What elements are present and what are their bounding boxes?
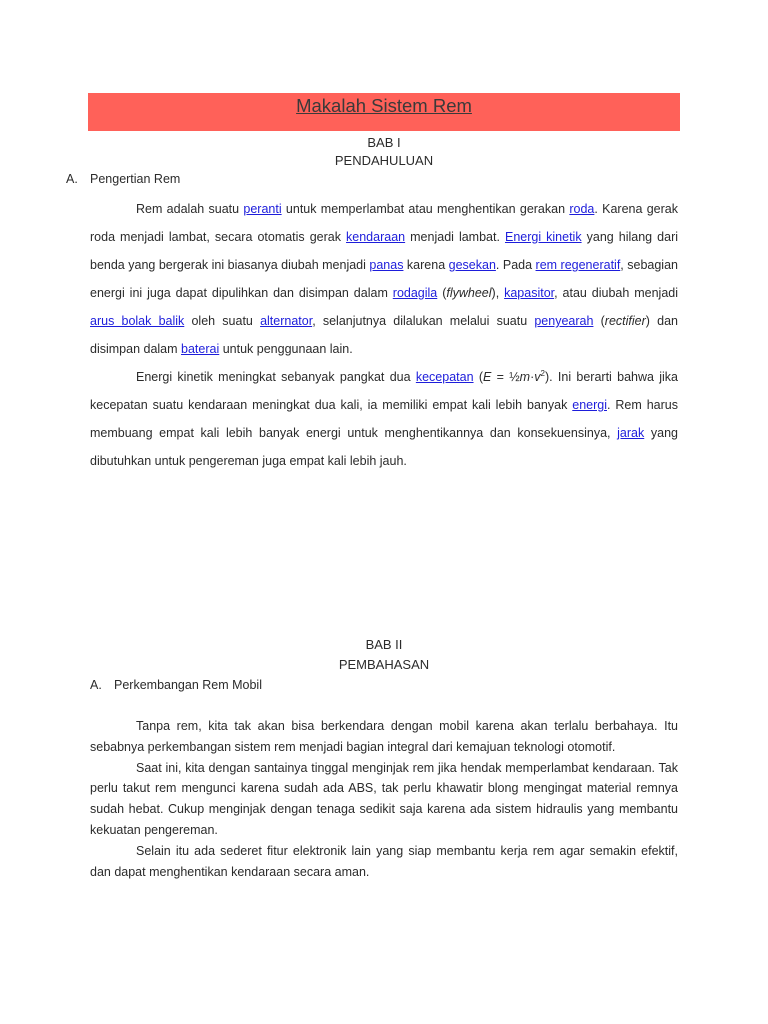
paragraph-1: Rem adalah suatu peranti untuk memperlambat atau menghentikan gerakan roda. Karena gerak roda menjadi lambat, secara otomatis gerak kendaraan menjadi lambat. Energi kinetik yang hilang dari benda yang bergerak ini biasanya diubah menjadi panas karena gesekan. Pada rem regeneratif, sebagian energi ini juga dapat dipulihkan dan disimpan dalam rodagila (flywheel), kapasitor, atau diubah menjadi arus bolak balik oleh suatu alternator, selanjutnya dilalukan melalui suatu penyearah (rectifier) dan disimpan dalam baterai untuk penggunaan lain. xyxy=(90,202,679,356)
chapter-1-label: BAB I xyxy=(367,135,401,150)
link-rodagila[interactable]: rodagila xyxy=(392,286,438,300)
chapter-1-body xyxy=(90,195,678,475)
chapter-2-label: BAB II xyxy=(365,637,403,652)
paragraph: Saat ini, kita dengan santainya tinggal menginjak rem jika hendak memperlambat kendaraan. Tak perlu takut rem mengunci karena sudah ada ABS, tak perlu khawatir blong mengingat material remnya sudah hebat. Cukup menginjak dengan tenaga sedikit saja karena ada sistem hidraulis yang membantu kekuatan pengereman. xyxy=(90,760,678,837)
link-kecepatan[interactable]: kecepatan xyxy=(415,370,474,384)
section-heading-perkembangan xyxy=(90,678,262,692)
section-heading-pengertian xyxy=(66,172,180,186)
section-number: A. xyxy=(66,172,78,186)
link-baterai[interactable]: baterai xyxy=(181,342,220,356)
link-kendaraan[interactable]: kendaraan xyxy=(346,230,406,244)
section-title: Perkembangan Rem Mobil xyxy=(114,678,262,692)
paragraph: Tanpa rem, kita tak akan bisa berkendara dengan mobil karena akan terlalu berbahaya. Itu sebabnya perkembangan sistem rem menjadi bagian integral dari kemajuan teknologi otomotif. xyxy=(90,719,678,754)
document-title: Makalah Sistem Rem xyxy=(296,95,472,116)
link-jarak[interactable]: jarak xyxy=(617,426,645,440)
link-gesekan[interactable]: gesekan xyxy=(448,258,496,272)
link-panas[interactable]: panas xyxy=(369,258,404,272)
section-number: A. xyxy=(90,678,102,692)
paragraph-2: Energi kinetik meningkat sebanyak pangkat dua kecepatan $(E = \frac{1}{2}m\cdot v^2)$. Ini berarti bahwa jika kecepatan suatu kendaraan meningkat dua kali, ia memiliki empat kali lebih banyak energi. Rem harus membuang empat kali lebih banyak energi untuk menghentikannya dan konsekuensinya, jarak yang dibutuhkan untuk pengereman juga empat kali lebih jauh. xyxy=(90,368,679,468)
paragraph: Selain itu ada sederet fitur elektronik lain yang siap membantu kerja rem agar semakin efektif, dan dapat menghentikan kendaraan secara aman. xyxy=(90,843,678,879)
chapter-2-body xyxy=(90,716,678,882)
link-alternator[interactable]: alternator xyxy=(260,314,313,328)
link-energi[interactable]: energi xyxy=(572,398,607,412)
section-title: Pengertian Rem xyxy=(90,172,181,186)
link-arus-bolak-balik[interactable]: arus bolak balik xyxy=(90,314,185,328)
link-roda[interactable]: roda xyxy=(569,202,595,216)
link-energi-kinetik[interactable]: Energi kinetik xyxy=(504,230,582,244)
link-kapasitor[interactable]: kapasitor xyxy=(504,286,555,300)
link-rem-regeneratif[interactable]: rem regeneratif xyxy=(535,258,621,272)
title-banner xyxy=(88,93,680,131)
link-peranti[interactable]: peranti xyxy=(243,202,282,216)
chapter-1-name: PENDAHULUAN xyxy=(334,153,434,168)
chapter-2-name: PEMBAHASAN xyxy=(338,657,430,672)
link-penyearah[interactable]: penyearah xyxy=(534,314,594,328)
